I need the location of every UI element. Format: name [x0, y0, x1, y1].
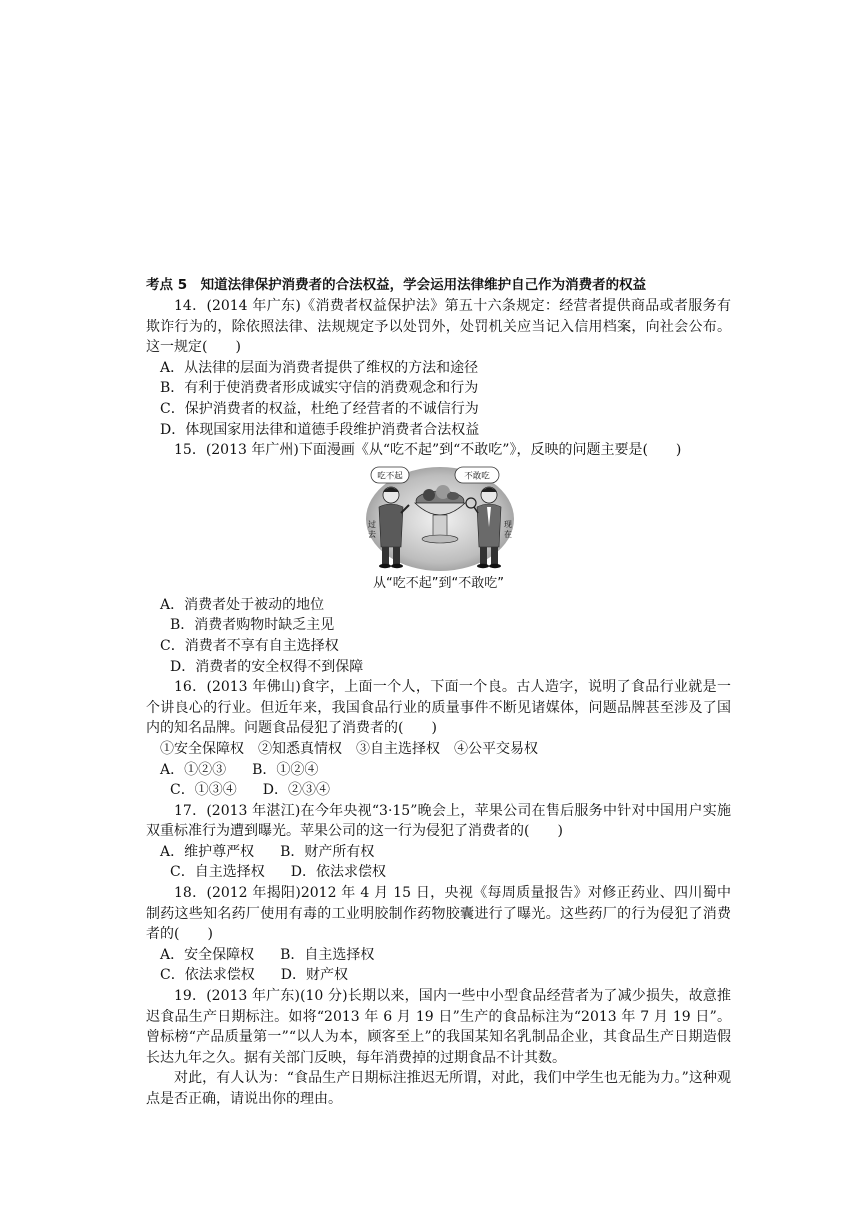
q15-option-a: A．消费者处于被动的地位 [160, 596, 325, 613]
q16-option-c: C．①③④ [170, 782, 237, 799]
q18-option-a: A．安全保障权 [160, 946, 255, 963]
q18-options-row-1 [146, 945, 731, 966]
q16-option-b: B．①②④ [252, 761, 319, 778]
q16-options-row-1 [146, 760, 731, 781]
q17-option-a: A．维护尊严权 [160, 843, 255, 860]
side-label-right-char-1: 现 [504, 519, 512, 529]
question-17-stem: 17．(2013 年湛江)在今年央视“3·15”晚会上，苹果公司在售后服务中针对中国用户实施双重标准行为遭到曝光。苹果公司的这一行为侵犯了消费者的( ) [146, 802, 731, 840]
document-page [146, 275, 731, 1110]
bubble-right-text: 不敢吃 [464, 471, 490, 482]
q16-option-d: D．②③④ [262, 782, 330, 799]
bubble-left-text: 吃不起 [377, 471, 403, 482]
side-label-left-char-1: 过 [368, 519, 376, 529]
q17-option-b: B．财产所有权 [280, 843, 375, 860]
q14-option-c: C．保护消费者的权益，杜绝了经营者的不诚信行为 [160, 400, 479, 417]
q18-options-row-2 [146, 965, 731, 986]
q14-option-d: D．体现国家用法律和道德手段维护消费者合法权益 [160, 421, 480, 438]
q17-options-row-2 [146, 862, 731, 883]
question-19-prompt: 对此，有人认为：“食品生产日期标注推迟无所谓，对此，我们中学生也无能为力。”这种观点是否正确，请说出你的理由。 [146, 1070, 731, 1107]
q15-option-c: C．消费者不享有自主选择权 [160, 637, 339, 654]
q14-option-b: B．有利于使消费者形成诚实守信的消费观念和行为 [160, 380, 479, 397]
q18-option-b: B．自主选择权 [280, 946, 375, 963]
side-label-right-char-2: 在 [504, 529, 512, 539]
q18-option-d: D．财产权 [280, 967, 348, 984]
question-16-stem: 16．(2013 年佛山)食字，上面一个人，下面一个良。古人造字，说明了食品行业就是一个讲良心的行业。但近年来，我国食品行业的质量事件不断见诸媒体，问题品牌甚至涉及了国内的知名品牌。问题食品侵犯了消费者的( ) [146, 679, 731, 737]
side-label-left-char-2: 去 [368, 529, 376, 539]
cartoon-figure [365, 465, 515, 573]
q17-option-c: C．自主选择权 [170, 864, 265, 881]
cartoon-illustration [365, 465, 515, 573]
question-19-stem: 19．(2013 年广东)(10 分)长期以来，国内一些中小型食品经营者为了减少损失，故意推迟食品生产日期标注。如将“2013 年 6 月 19 日”生产的食品标注为“2013 年 7 月 19 日”。曾标榜“产品质量第一”“以人为本，顾客至上”的我国某知名乳制品企业，其食品生产日期造假长达九年之久。据有关部门反映，每年消费掉的过期食品不计其数。 [146, 988, 731, 1066]
q15-option-b: B．消费者购物时缺乏主见 [170, 617, 335, 634]
question-18-stem: 18．(2012 年揭阳)2012 年 4 月 15 日，央视《每周质量报告》对修正药业、四川蜀中制药这些知名药厂使用有毒的工业明胶制作药物胶囊进行了曝光。这些药厂的行为侵犯了消费者的( ) [146, 885, 731, 943]
q15-option-d: D．消费者的安全权得不到保障 [170, 658, 364, 675]
q17-option-d: D．依法求偿权 [290, 864, 386, 881]
q14-option-a: A．从法律的层面为消费者提供了维权的方法和途径 [160, 359, 479, 376]
cartoon-caption: 从“吃不起”到“不敢吃” [373, 575, 504, 591]
q16-option-a: A．①②③ [160, 761, 227, 778]
question-14-stem: 14．(2014 年广东)《消费者权益保护法》第五十六条规定：经营者提供商品或者服务有欺诈行为的，除依照法律、法规规定予以处罚外，处罚机关应当记入信用档案，向社会公布。这一规定( ) [146, 298, 731, 356]
q16-options-row-2 [146, 780, 731, 801]
q18-option-c: C．依法求偿权 [160, 967, 255, 984]
q17-options-row-1 [146, 842, 731, 863]
question-15-stem: 15．(2013 年广州)下面漫画《从“吃不起”到“不敢吃”》，反映的问题主要是( ) [174, 442, 682, 459]
section-heading: 考点 5 知道法律保护消费者的合法权益，学会运用法律维护自己作为消费者的权益 [146, 277, 647, 293]
q16-items: ①安全保障权 ②知悉真情权 ③自主选择权 ④公平交易权 [160, 740, 538, 757]
